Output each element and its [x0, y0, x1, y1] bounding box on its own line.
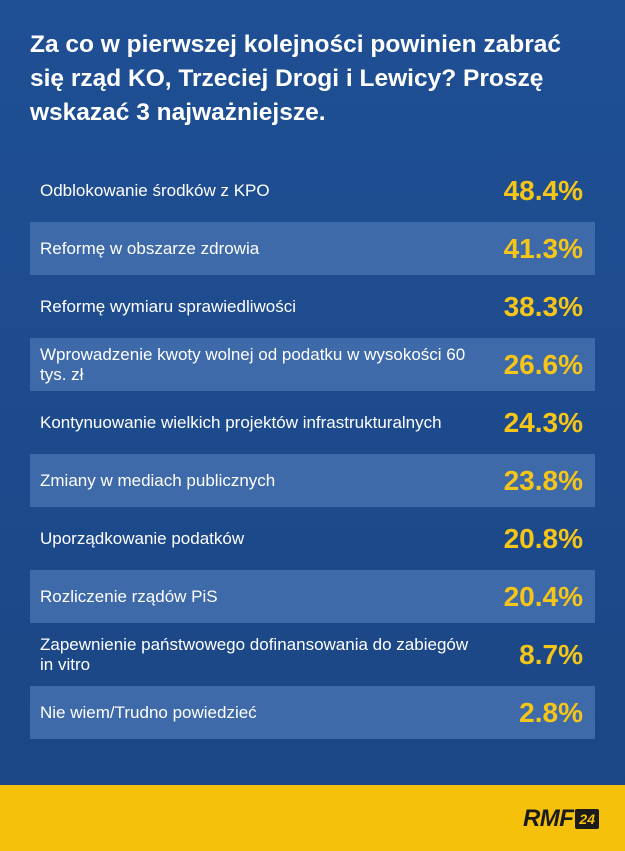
- row-value: 24.3%: [503, 406, 583, 438]
- row-value: 8.7%: [519, 638, 583, 670]
- row-label: Kontynuowanie wielkich projektów infrastrukturalnych: [40, 412, 442, 432]
- table-row: [30, 570, 595, 623]
- table-row: [30, 628, 595, 681]
- row-label: Zapewnienie państwowego dofinansowania do zabiegów in vitro: [40, 634, 469, 674]
- row-label: Reformę w obszarze zdrowia: [40, 238, 260, 258]
- table-row: [30, 396, 595, 449]
- row-label: Nie wiem/Trudno powiedzieć: [40, 702, 257, 722]
- row-value: 41.3%: [503, 232, 583, 264]
- chart-title: Za co w pierwszej kolejności powinien zabrać się rząd KO, Trzeciej Drogi i Lewicy? Proszę wskazać 3 najważniejsze.: [30, 31, 561, 126]
- table-row: [30, 280, 595, 333]
- row-value: 23.8%: [503, 464, 583, 496]
- logo-text: RMF: [522, 805, 574, 832]
- row-label: Uporządkowanie podatków: [40, 528, 245, 548]
- row-value: 2.8%: [519, 696, 583, 728]
- results-table: [30, 164, 595, 744]
- row-label: Odblokowanie środków z KPO: [40, 180, 270, 200]
- row-value: 20.8%: [503, 522, 583, 554]
- table-row: [30, 512, 595, 565]
- row-label: Reformę wymiaru sprawiedliwości: [40, 296, 297, 316]
- row-value: 20.4%: [503, 580, 583, 612]
- table-row: [30, 338, 595, 391]
- table-row: [30, 454, 595, 507]
- table-row: [30, 222, 595, 275]
- row-value: 38.3%: [503, 290, 583, 322]
- row-label: Zmiany w mediach publicznych: [40, 470, 276, 490]
- logo-badge: 24: [575, 809, 599, 829]
- row-value: 26.6%: [503, 348, 583, 380]
- rmf24-logo: [523, 805, 599, 833]
- row-label: Wprowadzenie kwoty wolnej od podatku w wysokości 60 tys. zł: [40, 344, 466, 384]
- row-label: Rozliczenie rządów PiS: [40, 586, 218, 606]
- table-row: [30, 686, 595, 739]
- footer-bar: [0, 785, 625, 851]
- row-value: 48.4%: [503, 174, 583, 206]
- table-row: [30, 164, 595, 217]
